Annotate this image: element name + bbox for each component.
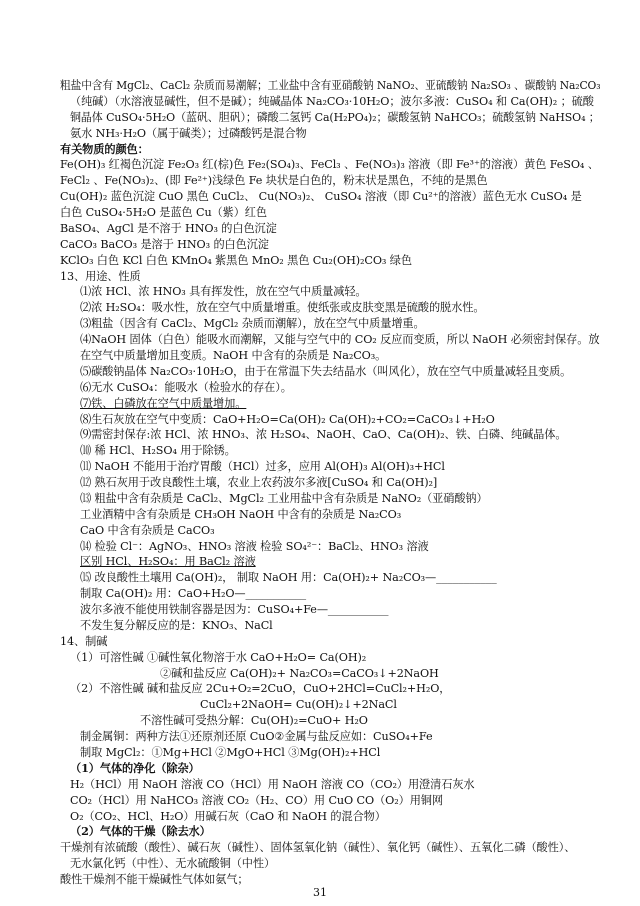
text-line: 制金属铜：两种方法①还原剂还原 CuO②金属与盐反应如：CuSO₄+Fe bbox=[80, 730, 433, 744]
text-line: ⑹无水 CuSO₄：能吸水（检验水的存在）。 bbox=[80, 380, 292, 394]
text-line: ⒁ 检验 Cl⁻：AgNO₃、HNO₃ 溶液 检验 SO₄²⁻：BaCl₂、HNO₃ 溶液 bbox=[80, 539, 429, 553]
text-line: CaO 中含有杂质是 CaCO₃ bbox=[80, 523, 215, 537]
text-line: ⒂ 改良酸性土壤用 Ca(OH)₂， 制取 NaOH 用：Ca(OH)₂+ Na₂CO₃—___________ bbox=[80, 571, 497, 585]
text-line: Cu(OH)₂ 蓝色沉淀 CuO 黑色 CuCl₂、 Cu(NO₃)₂、 CuSO₄ 溶液（即 Cu²⁺的溶液）蓝色无水 CuSO₄ 是 bbox=[60, 190, 582, 204]
text-line: 不发生复分解反应的是：KNO₃、NaCl bbox=[80, 618, 273, 632]
text-line: 工业酒精中含有杂质是 CH₃OH NaOH 中含有的杂质是 Na₂CO₃ bbox=[80, 507, 402, 521]
text-line: 区别 HCl、H₂SO₄：用 BaCl₂ 溶液 bbox=[80, 555, 256, 569]
text-line: 白色 CuSO₄·5H₂O 是蓝色 Cu（紫）红色 bbox=[60, 206, 267, 219]
text-line: ⑻生石灰放在空气中变质：CaO+H₂O=Ca(OH)₂ Ca(OH)₂+CO₂=CaCO₃↓+H₂O bbox=[80, 412, 495, 426]
text-line: Fe(OH)₃ 红褐色沉淀 Fe₂O₃ 红(棕)色 Fe₂(SO₄)₃、FeCl₃ 、Fe(NO₃)₃ 溶液（即 Fe³⁺的溶液）黄色 FeSO₄ 、 bbox=[60, 158, 599, 172]
page-number: 31 bbox=[313, 886, 327, 899]
text-line: BaSO₄、AgCl 是不溶于 HNO₃ 的白色沉淀 bbox=[60, 221, 277, 235]
section-heading: 13、用途、性质 bbox=[60, 269, 141, 283]
text-line: ⑾ NaOH 不能用于治疗胃酸（HCl）过多，应用 Al(OH)₃ Al(OH)₃+HCl bbox=[80, 460, 445, 474]
text-line: ⑿ 熟石灰用于改良酸性土壤，农业上农药波尔多液[CuSO₄ 和 Ca(OH)₂] bbox=[80, 476, 438, 489]
text-line: 无水氯化钙（中性）、无水硫酸铜（中性） bbox=[70, 857, 276, 871]
text-line: 铜晶体 CuSO₄·5H₂O（蓝矾、胆矾）；磷酸二氢钙 Ca(H₂PO₄)₂；碳酸氢钠 NaHCO₃；硫酸氢钠 NaHSO₄ ； bbox=[70, 110, 600, 124]
section-heading: 有关物质的颜色： bbox=[60, 141, 149, 156]
text-line: ⒀ 粗盐中含有杂质是 CaCl₂、MgCl₂ 工业用盐中含有杂质是 NaNO₂（亚硝酸钠） bbox=[80, 491, 488, 505]
text-line: CO₂（HCl）用 NaHCO₃ 溶液 CO₂（H₂、CO）用 CuO CO（O₂）用铜网 bbox=[70, 793, 443, 807]
text-line: 不溶性碱可受热分解：Cu(OH)₂=CuO+ H₂O bbox=[140, 714, 368, 728]
text-line: ②碱和盐反应 Ca(OH)₂+ Na₂CO₃=CaCO₃↓+2NaOH bbox=[160, 666, 439, 680]
text-line: O₂（CO₂、HCl、H₂O）用碱石灰（CaO 和 NaOH 的混合物） bbox=[70, 809, 386, 823]
section-heading: 14、制碱 bbox=[60, 634, 108, 648]
text-line: CaCO₃ BaCO₃ 是溶于 HNO₃ 的白色沉淀 bbox=[60, 237, 269, 251]
text-line: 波尔多液不能使用铁制容器是因为：CuSO₄+Fe—___________ bbox=[80, 603, 389, 616]
text-line: ⑴浓 HCl、浓 HNO₃ 具有挥发性，放在空气中质量减轻。 bbox=[80, 285, 367, 299]
text-line: （2）不溶性碱 碱和盐反应 2Cu+O₂=2CuO，CuO+2HCl=CuCl₂+H₂O， bbox=[70, 682, 451, 696]
text-line: 干燥剂有浓硫酸（酸性）、碱石灰（碱性）、固体氢氧化钠（碱性）、氧化钙（碱性）、五氧化二磷（酸性）、 bbox=[60, 841, 576, 855]
section-heading: （1）气体的净化（除杂） bbox=[70, 760, 200, 775]
text-line: FeCl₂ 、Fe(NO₃)₂、(即 Fe²⁺)浅绿色 Fe 块状是白色的，粉末状是黑色，不纯的是黑色 bbox=[60, 174, 488, 188]
text-line: H₂（HCl）用 NaOH 溶液 CO（HCl）用 NaOH 溶液 CO（CO₂）用澄清石灰水 bbox=[70, 777, 475, 791]
text-line: ⑼需密封保存:浓 HCl、浓 HNO₃、浓 H₂SO₄、NaOH、CaO、Ca(OH)₂、铁、白磷、纯碱晶体。 bbox=[80, 428, 567, 442]
text-line: ⑵浓 H₂SO₄：吸水性，放在空气中质量增重。使纸张或皮肤变黑是硫酸的脱水性。 bbox=[80, 301, 485, 315]
text-line: KClO₃ 白色 KCl 白色 KMnO₄ 紫黑色 MnO₂ 黑色 Cu₂(OH)₂CO₃ 绿色 bbox=[60, 253, 412, 267]
text-line: （纯碱）（水溶液显碱性，但不是碱）；纯碱晶体 Na₂CO₃·10H₂O；波尔多液：CuSO₄ 和 Ca(OH)₂ ；硫酸 bbox=[70, 94, 594, 108]
text-line: ⑺铁、白磷放在空气中质量增加。 bbox=[80, 396, 247, 410]
text-line: 制取 MgCl₂：①Mg+HCl ②MgO+HCl ③Mg(OH)₂+HCl bbox=[80, 746, 381, 759]
text-line: 氨水 NH₃·H₂O（属于碱类）；过磷酸钙是混合物 bbox=[70, 126, 307, 140]
text-line: 制取 Ca(OH)₂ 用：CaO+H₂O—___________ bbox=[80, 587, 306, 601]
text-line: 在空气中质量增加且变质。NaOH 中含有的杂质是 Na₂CO₃。 bbox=[80, 349, 387, 362]
section-heading: （2）气体的干燥（除去水） bbox=[70, 824, 211, 839]
text-line: 粗盐中含有 MgCl₂、CaCl₂ 杂质而易潮解；工业盐中含有亚硝酸钠 NaNO₂、亚硫酸钠 Na₂SO₃ 、碳酸钠 Na₂CO₃ bbox=[60, 79, 601, 92]
text-line: （1）可溶性碱 ①碱性氧化物溶于水 CaO+H₂O= Ca(OH)₂ bbox=[70, 650, 367, 664]
text-line: ⑶粗盐（因含有 CaCl₂、MgCl₂ 杂质而潮解），放在空气中质量增重。 bbox=[80, 317, 425, 331]
text-line: CuCl₂+2NaOH= Cu(OH)₂↓+2NaCl bbox=[200, 698, 397, 712]
text-line: ⑸碳酸钠晶体 Na₂CO₃·10H₂O，由于在常温下失去结晶水（叫风化），放在空气中质量减轻且变质。 bbox=[80, 364, 572, 378]
text-line: ⑷NaOH 固体（白色）能吸水而潮解，又能与空气中的 CO₂ 反应而变质，所以 NaOH 必须密封保存。放 bbox=[80, 333, 600, 347]
text-line: ⑽ 稀 HCl、H₂SO₄ 用于除锈。 bbox=[80, 444, 236, 458]
text-line: 酸性干燥剂不能干燥碱性气体如氨气； bbox=[60, 873, 249, 886]
